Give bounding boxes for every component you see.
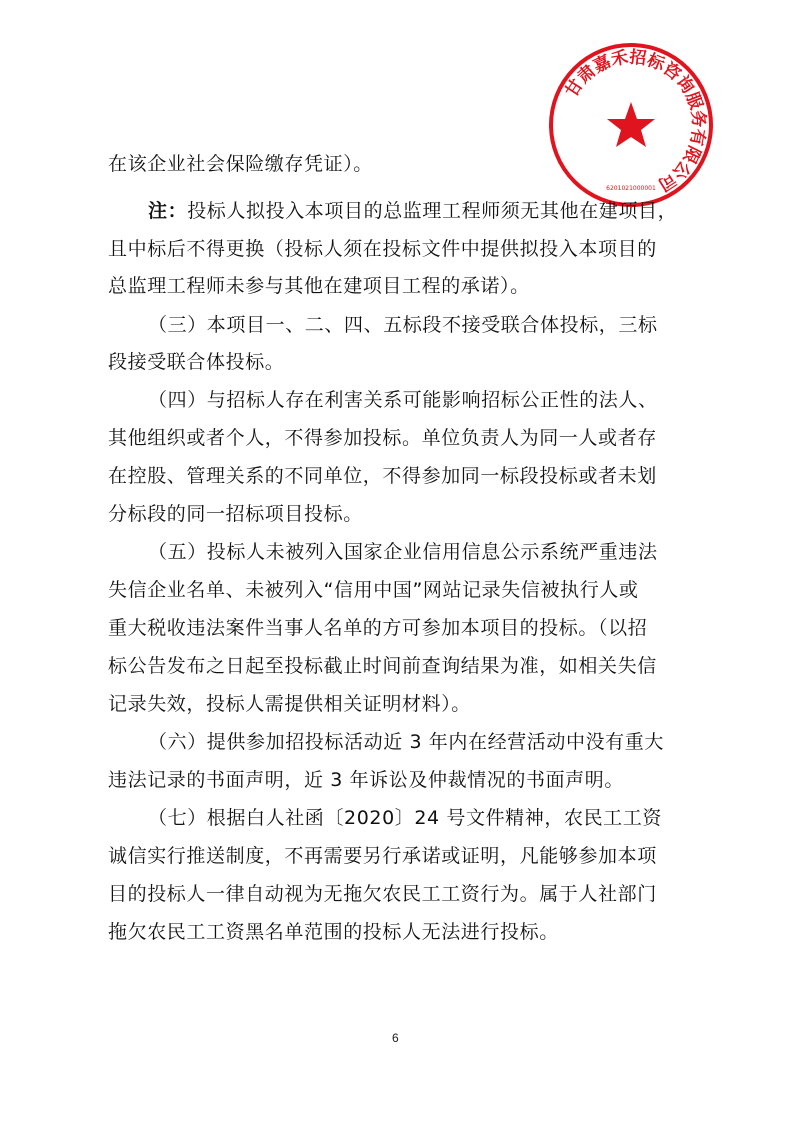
- text-line: 记录失效，投标人需提供相关证明材料）。: [108, 693, 471, 715]
- text-line: 拖欠农民工工资黑名单范围的投标人无法进行投标。: [108, 921, 559, 943]
- svg-text:甘肃嘉禾招标咨询服务有限公司: 甘肃嘉禾招标咨询服务有限公司: [561, 47, 709, 195]
- page-number: 6: [392, 1031, 399, 1045]
- note-label: 注：: [148, 200, 188, 222]
- text-line: （四）与招标人存在利害关系可能影响招标公正性的法人、: [148, 389, 658, 411]
- text-line: 且中标后不得更换（投标人须在投标文件中提供拟投入本项目的: [108, 238, 657, 260]
- svg-text:6201021000001: 6201021000001: [606, 185, 656, 192]
- text-line: （三）本项目一、二、四、五标段不接受联合体投标，三标: [148, 314, 658, 336]
- text-line: 总监理工程师未参与其他在建项目工程的承诺）。: [108, 275, 530, 297]
- text-line: 诚信实行推送制度，不再需要另行承诺或证明，凡能够参加本项: [108, 845, 657, 867]
- text-line: 违法记录的书面声明，近 3 年诉讼及仲裁情况的书面声明。: [108, 769, 624, 791]
- text-line: 在控股、管理关系的不同单位，不得参加同一标段投标或者未划: [108, 465, 657, 487]
- company-seal-stamp: [546, 40, 716, 210]
- text-line: （五）投标人未被列入国家企业信用信息公示系统严重违法: [148, 541, 658, 563]
- text-line: 在该企业社会保险缴存凭证）。: [108, 153, 373, 175]
- text-line: 段接受联合体投标。: [108, 351, 285, 373]
- text-line: （七）根据白人社函〔2020〕24 号文件精神，农民工工资: [148, 807, 662, 829]
- text-line: 失信企业名单、未被列入“信用中国”网站记录失信被执行人或: [108, 579, 639, 601]
- text-line: 其他组织或者个人，不得参加投标。单位负责人为同一人或者存: [108, 427, 657, 449]
- text-line: （六）提供参加招投标活动近 3 年内在经营活动中没有重大: [148, 731, 664, 753]
- text-line: 标公告发布之日起至投标截止时间前查询结果为准，如相关失信: [108, 655, 657, 677]
- note-text: 投标人拟投入本项目的总监理工程师须无其他在建项目，: [187, 200, 678, 222]
- text-line: 分标段的同一招标项目投标。: [108, 503, 363, 525]
- seal-star-icon: [607, 102, 655, 147]
- text-line: 重大税收违法案件当事人名单的方可参加本项目的投标。（以招: [108, 617, 648, 639]
- note-paragraph-line: [148, 199, 748, 223]
- text-line: 目的投标人一律自动视为无拖欠农民工工资行为。属于人社部门: [108, 883, 657, 905]
